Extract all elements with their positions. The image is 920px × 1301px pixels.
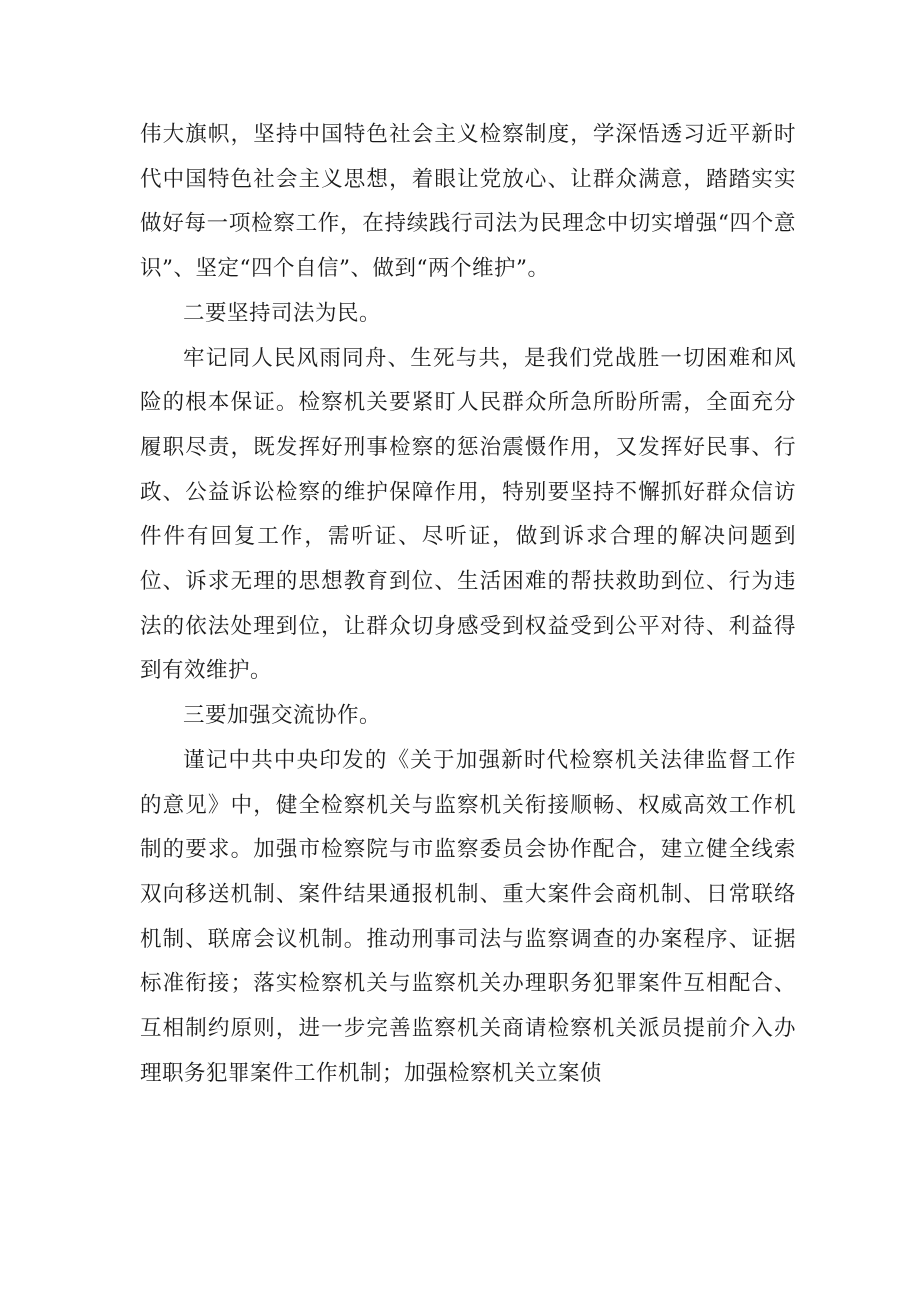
paragraph-cooperation: 谨记中共中央印发的《关于加强新时代检察机关法律监督工作的意见》中，健全检察机关与监察机关衔接顺畅、权威高效工作机制的要求。加强市检察院与市监察委员会协作配合，建立健全线索双向移送机制、案件结果通报机制、重大案件会商机制、日常联络机制、联席会议机制。推动刑事司法与监察调查的办案程序、证据标准衔接；落实检察机关与监察机关办理职务犯罪案件互相配合、互相制约原则，进一步完善监察机关商请检察机关派员提前介入办理职务犯罪案件工作机制；加强检察机关立案侦 [140, 747, 796, 1086]
section-heading-3: 三要加强交流协作。 [183, 703, 382, 729]
document-body [140, 113, 796, 1096]
paragraph-continuation: 伟大旗帜，坚持中国特色社会主义检察制度，学深悟透习近平新时代中国特色社会主义思想，着眼让党放心、让群众满意，踏踏实实做好每一项检察工作，在持续践行司法为民理念中切实增强“四个意识”、坚定“四个自信”、做到“两个维护”。 [140, 122, 796, 282]
paragraph-judicial-for-people: 牢记同人民风雨同舟、生死与共，是我们党战胜一切困难和风险的根本保证。检察机关要紧盯人民群众所急所盼所需，全面充分履职尽责，既发挥好刑事检察的惩治震慑作用，又发挥好民事、行政、公益诉讼检察的维护保障作用，特别要坚持不懈抓好群众信访件件有回复工作，需听证、尽听证，做到诉求合理的解决问题到位、诉求无理的思想教育到位、生活困难的帮扶救助到位、行为违法的依法处理到位，让群众切身感受到权益受到公平对待、利益得到有效维护。 [140, 345, 796, 684]
section-heading-2: 二要坚持司法为民。 [183, 300, 382, 326]
